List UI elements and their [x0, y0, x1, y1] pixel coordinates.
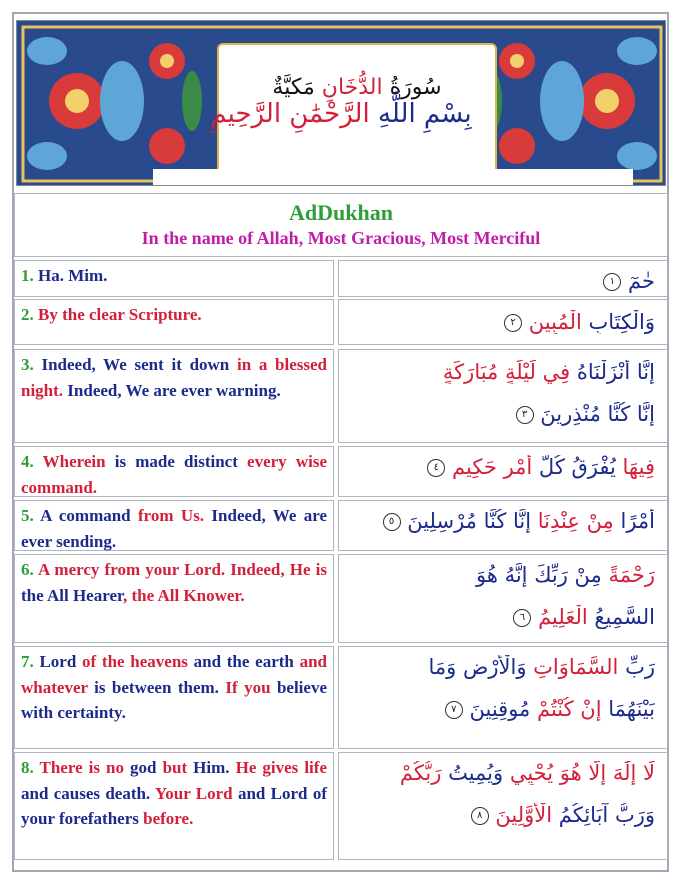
- text-run: Lord: [39, 652, 83, 671]
- text-run: إِنْ كُنْتُمْ: [536, 697, 602, 721]
- text-run: is between them.: [87, 677, 226, 697]
- text-run: the All Hearer: [21, 585, 123, 605]
- text-run: Indeed, We are ever sending.: [21, 506, 328, 551]
- text-run: There is no: [39, 758, 125, 777]
- verse-translation: [21, 755, 327, 832]
- text-run: وَيُمِيتُ: [441, 761, 510, 785]
- verse-arabic-cell: [338, 554, 668, 643]
- verse-number: 6.: [21, 560, 34, 579]
- text-run: Wherein: [42, 452, 106, 471]
- ayah-number-icon: ٢: [504, 314, 522, 332]
- text-run: السَّمِيعُ: [587, 605, 655, 629]
- text-run: before.: [143, 809, 194, 828]
- ayah-number-icon: ٤: [427, 459, 445, 477]
- text-run: يُفْرَقُ كُلُّ: [532, 455, 616, 479]
- text-run: If you: [225, 677, 271, 697]
- bismillah-english: In the name of Allah, Most Gracious, Most Merciful: [141, 228, 541, 248]
- text-run: believe with certainty.: [21, 677, 327, 722]
- surah-banner: [16, 20, 666, 186]
- ayah-number-icon: ٧: [445, 701, 463, 719]
- verse-arabic-cell: [338, 446, 668, 497]
- text-run: is made distinct: [105, 452, 248, 471]
- verse-arabic-line: [349, 310, 655, 334]
- text-run: وَالْأَرْضِ وَمَا: [428, 655, 534, 679]
- verse-translation-cell: [14, 446, 334, 497]
- verse-arabic-line: [349, 697, 655, 721]
- verse-arabic-cell: [338, 646, 668, 749]
- verse-translation: [21, 449, 327, 500]
- text-run: and causes death.: [21, 783, 155, 803]
- surah-name: AdDukhan: [289, 200, 393, 225]
- verse-row: [14, 646, 668, 749]
- text-run: and whatever: [21, 652, 327, 697]
- verse-translation-cell: [14, 260, 334, 297]
- ayah-number-icon: ٦: [513, 609, 531, 627]
- text-run: الْأَوَّلِينَ: [495, 803, 553, 827]
- text-run: A mercy from your Lord.: [37, 560, 226, 579]
- ayah-number-icon: ٣: [516, 406, 534, 424]
- verse-arabic-line: [349, 455, 655, 479]
- verse-translation-cell: [14, 500, 334, 551]
- verse-number: 1.: [21, 266, 34, 285]
- text-run: Indeed, He is: [225, 560, 328, 579]
- text-run: Your Lord: [154, 783, 233, 803]
- verse-arabic-cell: [338, 260, 668, 297]
- verse-arabic-line: [349, 509, 655, 533]
- text-run: He gives life: [235, 758, 327, 777]
- text-run: الْمُبِينِ: [528, 310, 582, 334]
- text-run: Indeed, We are ever warning.: [63, 380, 281, 400]
- text-run: فِيهَا: [615, 455, 655, 479]
- text-run: A command: [40, 506, 138, 525]
- verse-translation-cell: [14, 299, 334, 345]
- verse-translation-cell: [14, 554, 334, 643]
- verse-number: 7.: [21, 652, 34, 671]
- text-run: بَيْنَهُمَا: [601, 697, 655, 721]
- text-run: every wise command.: [21, 452, 327, 497]
- verse-translation: [21, 263, 327, 289]
- text-run: مُوقِنِينَ: [469, 697, 537, 721]
- text-run: فِي لَيْلَةٍ مُبَارَكَةٍ: [442, 360, 571, 384]
- verse-number: 5.: [21, 506, 34, 525]
- text-run: By the clear Scripture.: [38, 305, 202, 324]
- text-run: إِنَّا كُنَّا مُنْذِرِينَ: [540, 402, 655, 426]
- verse-arabic-line: [349, 803, 655, 827]
- banner-strip: [153, 169, 633, 185]
- verse-row: [14, 554, 668, 643]
- text-run: , the All Knower.: [122, 585, 245, 605]
- text-run: الْعَلِيمُ: [538, 605, 588, 629]
- text-run: from Us.: [138, 506, 205, 525]
- text-run: but: [162, 758, 188, 777]
- text-run: إِنَّا كُنَّا مُرْسِلِينَ: [407, 509, 538, 533]
- verse-arabic-cell: [338, 299, 668, 345]
- verse-arabic-line: [349, 360, 655, 384]
- text-run: وَرَبُّ آبَائِكُمُ: [552, 803, 655, 827]
- text-run: and the earth: [187, 652, 300, 671]
- verse-number: 8.: [21, 758, 34, 777]
- verse-arabic-line: [349, 761, 655, 785]
- text-run: god: [124, 758, 163, 777]
- text-run: مِنْ عِنْدِنَا: [537, 509, 614, 533]
- text-run: مِنْ رَبِّكَ إِنَّهُ هُوَ: [475, 563, 602, 587]
- text-run: لَا إِلَٰهَ إِلَّا هُوَ يُحْيِي: [509, 761, 655, 785]
- verse-translation: [21, 503, 327, 554]
- verse-arabic-cell: [338, 752, 668, 860]
- verse-translation-cell: [14, 752, 334, 860]
- verse-translation: [21, 649, 327, 726]
- text-run: أَمْرٍ حَكِيمٍ: [452, 455, 533, 479]
- text-run: and Lord of your forefathers: [21, 783, 327, 828]
- text-run: حٰمٓ: [628, 269, 655, 293]
- verse-translation: [21, 352, 327, 403]
- verse-translation-cell: [14, 349, 334, 443]
- verse-row: [14, 260, 668, 297]
- text-run: رَبُّكُمْ: [399, 761, 442, 785]
- ayah-number-icon: ٨: [471, 807, 489, 825]
- verse-translation-cell: [14, 646, 334, 749]
- verse-row: [14, 349, 668, 443]
- text-run: of the heavens: [82, 652, 188, 671]
- text-run: Ha. Mim.: [38, 266, 108, 285]
- verse-number: 4.: [21, 452, 34, 471]
- verse-translation: [21, 302, 327, 328]
- text-run: Indeed, We sent it down: [41, 355, 237, 374]
- text-run: إِنَّا أَنْزَلْنَاهُ: [570, 360, 655, 384]
- verse-arabic-cell: [338, 500, 668, 551]
- verse-number: 3.: [21, 355, 34, 374]
- text-run: وَالْكِتَابِ: [581, 310, 655, 334]
- text-run: Him.: [187, 758, 236, 777]
- ayah-number-icon: ٥: [383, 513, 401, 531]
- verse-arabic-cell: [338, 349, 668, 443]
- verse-arabic-line: [349, 269, 655, 293]
- verse-arabic-line: [349, 402, 655, 426]
- text-run: رَبِّ: [618, 655, 655, 679]
- surah-title-arabic: سُورَةُ الدُّخَانِ مَكيَّةٌ: [272, 75, 442, 100]
- text-run: أَمْرًا: [613, 509, 655, 533]
- verse-arabic-line: [349, 563, 655, 587]
- verse-row: [14, 446, 668, 497]
- ayah-number-icon: ١: [603, 273, 621, 291]
- text-run: رَحْمَةً: [601, 563, 655, 587]
- surah-header: [14, 193, 668, 257]
- verse-row: [14, 299, 668, 345]
- verse-row: [14, 500, 668, 551]
- text-run: السَّمَاوَاتِ: [533, 655, 619, 679]
- verse-row: [14, 752, 668, 860]
- verse-arabic-line: [349, 655, 655, 679]
- verse-translation: [21, 557, 327, 608]
- verse-number: 2.: [21, 305, 34, 324]
- verse-arabic-line: [349, 605, 655, 629]
- basmala-arabic: بِسْمِ اللَّهِ الرَّحْمَٰنِ الرَّحِيمِ: [210, 99, 472, 129]
- text-run: in a blessed night.: [21, 355, 328, 400]
